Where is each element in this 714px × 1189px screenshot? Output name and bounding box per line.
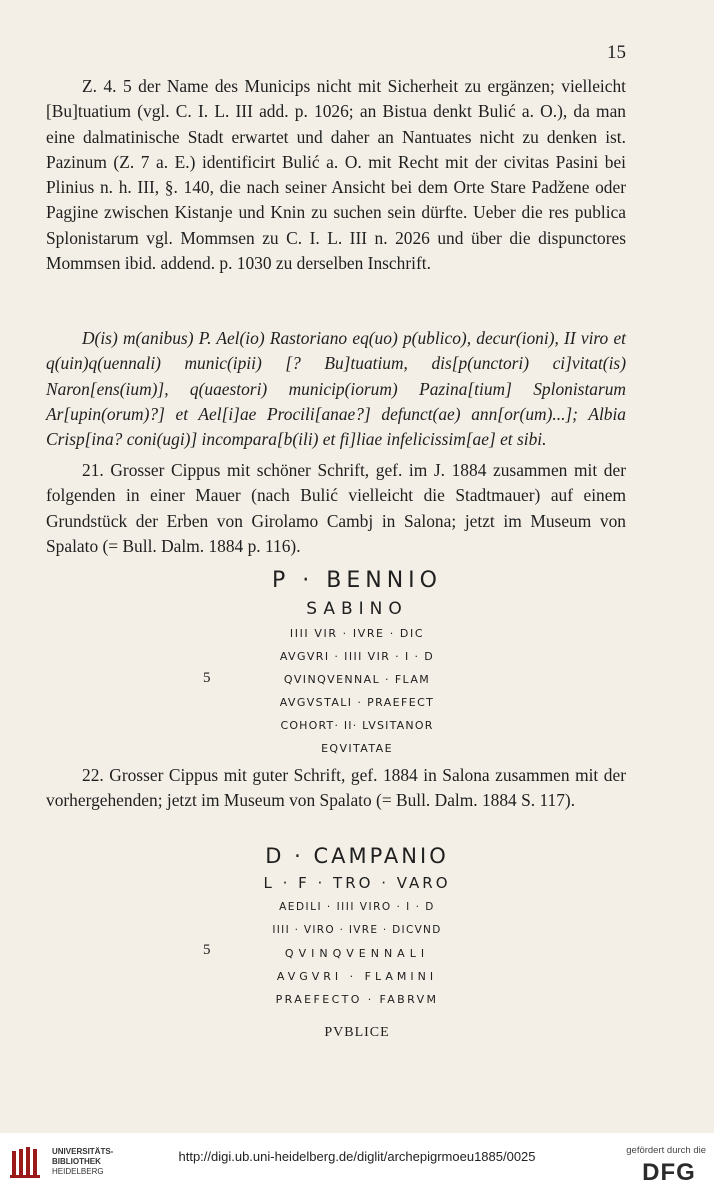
page-number: 15 [607, 42, 626, 63]
funding-note: gefördert durch die [626, 1145, 706, 1156]
library-name-line-3: HEIDELBERG [52, 1167, 104, 1176]
inscr1-line-7: COHORT· II· LVSITANOR [280, 719, 434, 732]
inscr1-line-3: IIII VIR · IVRE · DIC [289, 627, 425, 640]
inscr1-line-number: 5 [203, 670, 211, 686]
inscr1-line-5: QVINQVENNAL · FLAM [283, 673, 431, 686]
inscr2-line-number: 5 [203, 942, 211, 958]
dfg-logo-text: DFG [642, 1159, 696, 1183]
inscription-22 [0, 842, 714, 1049]
inscr2-line-4: IIII · VIRO · IVRE · DICVND [272, 924, 442, 936]
transcription-block [46, 326, 626, 452]
dfg-logo-icon [634, 1159, 704, 1183]
paragraph-entry-22: 22. Grosser Cippus mit guter Schrift, gef. 1884 in Salona zusammen mit der vorhergehenden; jetzt im Museum von Spalato (= Bull. Dalm. 1884 S. 117). [46, 765, 626, 811]
inscription-21 [0, 566, 714, 760]
inscr2-line-2: L · F · TRO · VARO [263, 874, 451, 892]
inscr1-line-2: SABINO [306, 599, 408, 619]
permalink-url[interactable]: http://digi.ub.uni-heidelberg.de/diglit/archepigrmoeu1885/0025 [178, 1149, 536, 1164]
inscr2-line-5: QVINQVENNALI [284, 947, 430, 960]
inscr1-line-4: AVGVRI · IIII VIR · I · D [279, 650, 435, 663]
inscr2-line-8: PVBLICE [324, 1025, 390, 1040]
inscr2-line-7: PRAEFECTO · FABRVM [275, 993, 439, 1006]
commentary-paragraph [46, 74, 626, 276]
paragraph-entry-21: 21. Grosser Cippus mit schöner Schrift, gef. im J. 1884 zusammen mit der folgenden in einer Mauer (nach Bulić vielleicht die Stadtmauer) auf einem Grundstück der Erben von Girolamo Cambj in Salona; jetzt im Museum von Spalato (= Bull. Dalm. 1884 p. 116). [46, 460, 626, 556]
inscr1-line-6: AVGVSTALI · PRAEFECT [279, 696, 435, 709]
inscr2-line-1: D · CAMPANIO [265, 844, 449, 868]
paragraph-transcription: D(is) m(anibus) P. Ael(io) Rastoriano eq(uo) p(ublico), decur(ioni), II viro et q(uin)q(uennali) munic(ipii) [? Bu]tuatium, dis[p(unctori) ci]vitat(is) Naron[ens(ium)], q(uaestori) municip(iorum) Pazina[tium] Splonistarum Ar[upin(orum)?] et Ael[i]ae Procili[anae?] defunct(ae) ann[or(um)...]; Albia Crisp[ina? coni(ugi)] incompara[b(ili) et fi]liae infelicissim[ae] et sibi. [46, 328, 626, 450]
inscr2-line-6: AVGVRI · FLAMINI [276, 970, 438, 983]
library-name-line-1: UNIVERSITÄTS- [52, 1147, 114, 1156]
paragraph-commentary: Z. 4. 5 der Name des Municips nicht mit Sicherheit zu ergänzen; vielleicht [Bu]tuatium (vgl. C. I. L. III add. p. 1026; an Bistua denkt Bulić a. O.), da man eine dalmatinische Stadt erwartet und daher an Nantuates nicht zu denken ist. Pazinum (Z. 7 a. E.) identificirt Bulić a. O. mit Recht mit der civitas Pasini bei Plinius n. h. III, §. 140, die nach seiner Ansicht bei dem Orte Stare Padžene oder Pagjine zwischen Kistanje und Knin zu suchen sein dürfte. Ueber die res publica Splonistarum vgl. Mommsen zu C. I. L. III n. 2026 und über die dispunctores Mommsen ibid. addend. p. 1030 zu derselben Inschrift. [46, 76, 626, 274]
library-name-line-2: BIBLIOTHEK [52, 1157, 101, 1166]
inscr2-line-3: AEDILI · IIII VIRO · I · D [279, 901, 435, 913]
entry-22 [46, 763, 626, 814]
entry-21 [46, 458, 626, 559]
inscr1-line-1: P · BENNIO [272, 568, 442, 593]
inscr1-line-8: EQVITATAE [321, 742, 393, 755]
footer [0, 1133, 714, 1189]
